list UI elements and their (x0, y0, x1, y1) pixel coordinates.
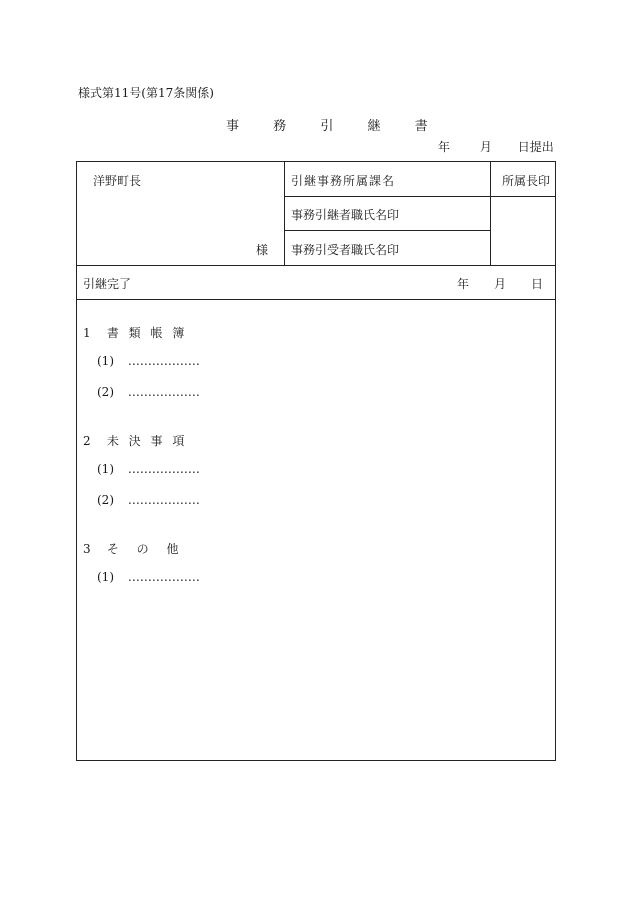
section-title-char: 未 (106, 434, 119, 448)
section-title-char: 帳 (150, 326, 163, 340)
divider-line (490, 162, 491, 265)
form-frame (76, 161, 556, 761)
section-title-char: 簿 (172, 326, 185, 340)
item-dots: ……………… (127, 462, 200, 476)
list-item (97, 354, 200, 368)
item-index: (2) (97, 493, 114, 507)
completion-day-label: 日 (531, 277, 544, 291)
item-index: (2) (97, 385, 114, 399)
completion-month-label: 月 (494, 277, 507, 291)
section-title-char: そ (106, 542, 119, 556)
title-char: 引 (320, 119, 334, 134)
section-heading (83, 540, 185, 557)
title-char: 書 (414, 119, 428, 134)
section-title-char: 他 (166, 542, 179, 556)
list-item (97, 570, 200, 584)
document-title (226, 115, 428, 134)
title-char: 継 (367, 119, 381, 134)
completion-label: 引継完了 (83, 277, 132, 291)
section-heading (83, 324, 190, 341)
dept-name-label: 引継事務所属課名 (291, 174, 396, 188)
title-char: 事 (226, 119, 240, 134)
list-item (97, 385, 200, 399)
submission-date (438, 138, 554, 155)
item-index: (1) (97, 354, 114, 368)
divider-line (77, 299, 555, 300)
addressee: 洋野町長 (93, 174, 142, 188)
divider-line (284, 230, 490, 231)
section-title-char: 項 (172, 434, 185, 448)
section-title-char: 決 (128, 434, 141, 448)
item-dots: ……………… (127, 385, 200, 399)
form-number: 様式第11号(第17条関係) (78, 86, 214, 100)
list-item (97, 493, 200, 507)
title-char: 務 (273, 119, 287, 134)
section-number: 1 (83, 326, 91, 340)
section-number: 3 (83, 542, 91, 556)
section-title-char: 事 (150, 434, 163, 448)
section-title-char: 類 (128, 326, 141, 340)
divider-line (77, 265, 555, 266)
item-index: (1) (97, 462, 114, 476)
submission-month-label: 月 (479, 140, 492, 154)
section-heading (83, 432, 190, 449)
submission-day-label: 日提出 (517, 140, 554, 154)
dept-head-seal-label: 所属長印 (502, 174, 551, 188)
divider-line (284, 196, 555, 197)
transferee-label: 事務引受者職氏名印 (291, 243, 400, 257)
item-dots: ……………… (127, 493, 200, 507)
honorific: 様 (256, 243, 269, 257)
transferor-label: 事務引継者職氏名印 (291, 208, 400, 222)
item-dots: ……………… (127, 570, 200, 584)
section-title-char: の (136, 542, 149, 556)
list-item (97, 462, 200, 476)
section-title-char: 書 (106, 326, 119, 340)
section-number: 2 (83, 434, 91, 448)
completion-year-label: 年 (457, 277, 470, 291)
divider-line (284, 162, 285, 265)
item-index: (1) (97, 570, 114, 584)
submission-year-label: 年 (438, 140, 451, 154)
item-dots: ……………… (127, 354, 200, 368)
